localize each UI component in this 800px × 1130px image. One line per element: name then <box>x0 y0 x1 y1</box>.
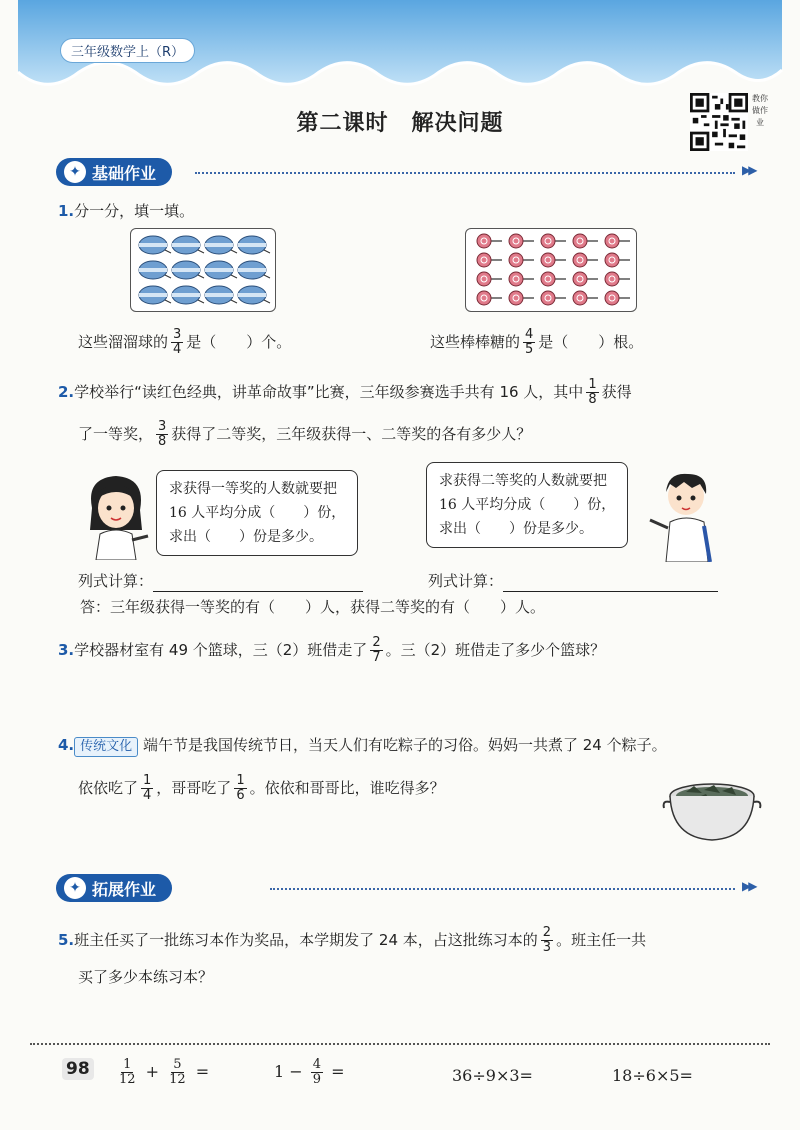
page-number: 98 <box>62 1058 94 1080</box>
fraction <box>541 926 553 955</box>
lollipop-icon <box>573 234 598 248</box>
lollipop-icon <box>509 272 534 286</box>
numerator: 1 <box>588 377 597 392</box>
hint-bubble-left <box>156 470 358 556</box>
q4-line2-pre: 依依吃了 <box>78 779 139 797</box>
q2-calc-right <box>428 570 718 592</box>
q1-left-fill <box>78 328 291 357</box>
q1-right-pre: 这些棒棒糖的 <box>430 333 521 351</box>
lollipop-picture <box>465 228 637 312</box>
lollipop-icon <box>605 272 630 286</box>
fraction <box>171 328 183 357</box>
yoyo-icon <box>139 236 171 254</box>
lollipop-icon <box>477 234 502 248</box>
section-divider <box>195 172 735 174</box>
q4-line2-post: 。依依和哥哥比，谁吃得多？ <box>249 779 445 797</box>
q2-line1-pre: 学校举行“读红色经典，讲革命故事”比赛，三年级参赛选手共有 16 人，其中 <box>74 383 584 401</box>
girl-illustration <box>78 468 154 560</box>
denominator: 9 <box>312 1072 322 1087</box>
fraction <box>167 1058 188 1087</box>
lollipop-icon <box>573 291 598 305</box>
lollipop-icon <box>573 253 598 267</box>
fraction <box>311 1058 323 1087</box>
numerator: 2 <box>542 925 552 940</box>
section-badge-basic <box>56 158 172 186</box>
calc-label: 列式计算： <box>78 572 154 590</box>
bubble-line[interactable]: 求出（ ）份是多少。 <box>439 521 593 537</box>
lollipop-icon <box>605 253 630 267</box>
q1-right-post[interactable]: 是（ ）根。 <box>538 333 644 351</box>
lollipop-icon <box>541 272 566 286</box>
yoyo-icon <box>205 261 237 279</box>
lollipop-icon <box>541 291 566 305</box>
denominator: 4 <box>173 342 182 357</box>
question-1 <box>58 200 194 222</box>
lightbulb-icon: ✦ <box>64 877 86 899</box>
fraction <box>370 636 382 665</box>
lesson-title: 第二课时 解决问题 <box>296 111 504 136</box>
fraction <box>141 774 153 803</box>
numerator: 3 <box>173 327 182 342</box>
q4-line1: 端午节是我国传统节日，当天人们有吃粽子的习俗。妈妈一共煮了 24 个粽子。 <box>142 736 667 754</box>
lollipop-icon <box>605 291 630 305</box>
operator: + <box>145 1062 160 1081</box>
yoyo-icons <box>131 229 275 311</box>
yoyo-icon <box>139 261 171 279</box>
calc-item-3[interactable]: 36÷9×3= <box>452 1066 533 1085</box>
numerator: 3 <box>158 419 167 434</box>
lollipop-icon <box>573 272 598 286</box>
answer-line[interactable] <box>503 573 718 592</box>
bubble-line: 求获得一等奖的人数就要把 <box>169 481 337 497</box>
culture-tag: 传统文化 <box>74 737 138 757</box>
lollipop-icon <box>477 253 502 267</box>
yoyo-icon <box>139 286 171 304</box>
question-number: 5. <box>58 931 75 949</box>
book-label: 三年级数学上（R） <box>60 38 195 63</box>
q3-pre: 学校器材室有 49 个篮球，三（2）班借走了 <box>74 641 368 659</box>
calc-item-2 <box>274 1058 345 1087</box>
section-title: 拓展作业 <box>92 879 157 899</box>
fraction <box>156 420 168 449</box>
yoyo-icon <box>238 236 270 254</box>
q5-line1-post: 。班主任一共 <box>556 931 647 949</box>
q1-right-fill <box>430 328 643 357</box>
hint-bubble-right <box>426 462 628 548</box>
lollipop-icon <box>477 272 502 286</box>
question-number: 3. <box>58 641 75 659</box>
q4-line2-mid: ，哥哥吃了 <box>156 779 232 797</box>
lollipop-icon <box>541 234 566 248</box>
numerator: 2 <box>372 635 381 650</box>
bubble-line[interactable]: 16 人平均分成（ ）份， <box>439 497 616 513</box>
section-divider <box>270 888 735 890</box>
fraction <box>523 328 535 357</box>
question-5-line2: 买了多少本练习本？ <box>78 968 214 986</box>
calc-label: 列式计算： <box>428 572 504 590</box>
calc-item-4[interactable]: 18÷6×5= <box>612 1066 693 1085</box>
footer-divider <box>30 1043 770 1045</box>
lightbulb-icon: ✦ <box>64 161 86 183</box>
question-3 <box>58 636 605 665</box>
fraction <box>586 378 598 407</box>
yoyo-icon <box>238 286 270 304</box>
lollipop-icon <box>605 234 630 248</box>
denominator: 12 <box>169 1072 186 1087</box>
denominator: 8 <box>588 392 597 407</box>
equals-sign[interactable]: = <box>195 1062 210 1081</box>
denominator: 12 <box>119 1072 136 1087</box>
section-title: 基础作业 <box>92 163 157 183</box>
denominator: 5 <box>525 342 534 357</box>
q2-line2-post: 获得了二等奖，三年级获得一、二等奖的各有多少人？ <box>171 425 532 443</box>
denominator: 8 <box>158 434 167 449</box>
q1-left-post[interactable]: 是（ ）个。 <box>186 333 292 351</box>
q2-answer[interactable]: 答：三年级获得一等奖的有（ ）人，获得二等奖的有（ ）人。 <box>80 598 546 616</box>
yoyo-icon <box>205 236 237 254</box>
zongzi-pot-icon <box>662 778 762 848</box>
lollipop-icon <box>541 253 566 267</box>
question-4-line1 <box>58 734 667 757</box>
question-2-line2 <box>78 420 531 449</box>
lollipop-icon <box>509 253 534 267</box>
qr-code-icon[interactable] <box>690 93 748 151</box>
q1-left-pre: 这些溜溜球的 <box>78 333 169 351</box>
yoyo-icon <box>172 236 204 254</box>
lollipop-icon <box>509 291 534 305</box>
numerator: 4 <box>312 1057 322 1072</box>
denominator: 6 <box>236 788 245 803</box>
qr-side-text: 教你做作业 <box>752 94 768 127</box>
calc-prefix: 1 − <box>274 1062 303 1081</box>
q2-calc-left <box>78 570 363 592</box>
equals-sign[interactable]: = <box>331 1062 345 1081</box>
question-4-line2 <box>78 774 445 803</box>
numerator: 4 <box>525 327 534 342</box>
fraction <box>117 1058 138 1087</box>
question-2-line1 <box>58 378 632 407</box>
fraction <box>234 774 246 803</box>
question-number: 4. <box>58 736 75 754</box>
question-number: 2. <box>58 383 75 401</box>
bubble-line[interactable]: 16 人平均分成（ ）份， <box>169 505 346 521</box>
bubble-line: 求获得二等奖的人数就要把 <box>439 473 607 489</box>
denominator: 7 <box>372 650 381 665</box>
lollipop-icon <box>509 234 534 248</box>
numerator: 1 <box>123 1057 132 1072</box>
double-arrow-icon: ▶▶ <box>742 879 755 893</box>
double-arrow-icon: ▶▶ <box>742 163 755 177</box>
q5-line1-pre: 班主任买了一批练习本作为奖品，本学期发了 24 本，占这批练习本的 <box>74 931 538 949</box>
yoyo-picture <box>130 228 276 312</box>
q2-line1-post: 获得 <box>601 383 632 401</box>
q2-line2-pre: 了一等奖， <box>78 425 154 443</box>
answer-line[interactable] <box>153 573 363 592</box>
lollipop-icon <box>477 291 502 305</box>
numerator: 5 <box>173 1057 182 1072</box>
question-5-line1 <box>58 926 646 955</box>
q3-post: 。三（2）班借走了多少个篮球？ <box>385 641 606 659</box>
question-number: 1. <box>58 202 75 220</box>
yoyo-icon <box>172 261 204 279</box>
yoyo-icon <box>238 261 270 279</box>
bubble-line[interactable]: 求出（ ）份是多少。 <box>169 529 323 545</box>
question-text: 分一分，填一填。 <box>74 202 195 220</box>
yoyo-icon <box>172 286 204 304</box>
section-badge-extended <box>56 874 172 902</box>
calc-item-1 <box>114 1058 209 1087</box>
numerator: 1 <box>143 773 152 788</box>
lollipop-icons <box>466 229 636 311</box>
boy-illustration <box>646 466 720 562</box>
yoyo-icon <box>205 286 237 304</box>
numerator: 1 <box>236 773 245 788</box>
denominator: 3 <box>542 940 552 955</box>
denominator: 4 <box>143 788 152 803</box>
